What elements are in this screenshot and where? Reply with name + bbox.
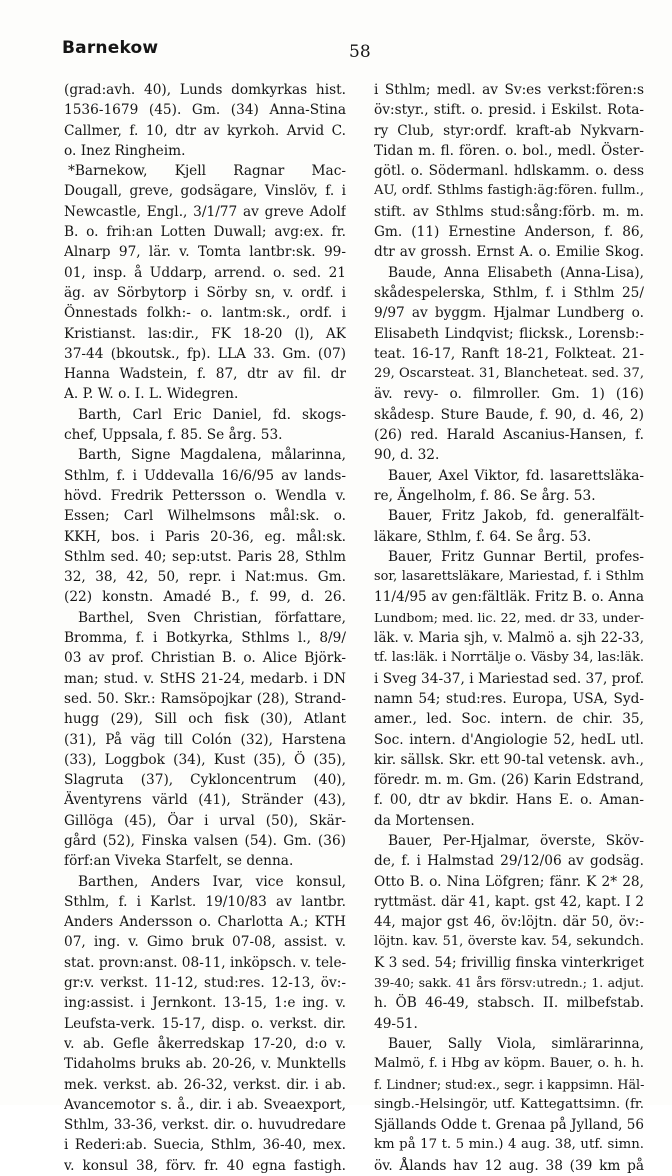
text-line: man; stud. v. StHS 21-24, medarb. i DN [64,670,346,687]
text-line: Avancemotor s. å., dir. i ab. Sveaexport, [64,1096,346,1113]
text-line: Själlands Odde t. Grenaa på Jylland, 56 [374,1117,644,1134]
text-line: Kristianst. las:dir., FK 18-20 (l), AK [64,325,346,342]
text-line: Alnarp 97, lär. v. Tomta lantbr:sk. 99- [64,244,346,261]
text-line: i Rederi:ab. Suecia, Sthlm, 36-40, mex. [64,1137,346,1154]
text-line: Slagruta (37), Cykloncentrum (40), [64,772,346,789]
running-head-name: Barnekow [62,38,159,58]
text-line: chef, Uppsala, f. 85. Se årg. 53. [64,427,283,444]
text-line: 03 av prof. Christian B. o. Alice Björk- [64,650,346,667]
text-line: Äventyrens värld (41), Stränder (43), [64,792,346,809]
text-line: förf:an Viveka Starfelt, se denna. [64,853,294,870]
text-line: Bauer, Fritz Jakob, fd. generalfält- [388,508,644,525]
text-line: läkare, Sthlm, f. 64. Se årg. 53. [374,528,592,545]
text-line: da Mortensen. [374,812,475,829]
text-line: tf. las:läk. i Norrtälje o. Väsby 34, las:läk. [374,650,644,666]
text-line: Anders Andersson o. Charlotta A.; KTH [64,914,346,931]
text-line: singb.-Helsingör, utf. Kattegattsimn. (fr. [374,1096,644,1112]
text-line: re, Ängelholm, f. 86. Se årg. 53. [374,487,596,504]
text-line: skådespelerska, Sthlm, f. i Sthlm 25/ [374,284,644,301]
text-line: *Barnekow, Kjell Ragnar Mac- [68,163,346,180]
text-line: i Sthlm; medl. av Sv:es verkst:fören:s [374,82,644,98]
text-line: Dougall, greve, godsägare, Vinslöv, f. i [64,183,346,200]
text-line: A. P. W. o. I. L. Widegren. [64,386,239,403]
text-line: läk. v. Maria sjh, v. Malmö a. sjh 22-33, [374,630,644,647]
text-line: Malmö, f. i Hbg av köpm. Bauer, o. h. h. [374,1056,644,1072]
text-line: Callmer, f. 10, dtr av kyrkoh. Arvid C. [64,122,346,139]
text-line: Bauer, Fritz Gunnar Bertil, profes- [388,548,644,565]
text-line: Hanna Wadstein, f. 87, dtr av fil. dr [64,366,346,383]
text-line: Bromma, f. i Botkyrka, Sthlms l., 8/9/ [64,630,346,647]
text-line: Elisabeth Lindqvist; flicksk., Lorensb:- [374,325,644,342]
text-line: gård (52), Finska valsen (54). Gm. (36) [64,832,346,849]
text-line: AU, ordf. Sthlms fastigh:äg:fören. fullm., [374,183,644,199]
text-line: öv. Ålands hav 12 aug. 38 (39 km på [374,1157,644,1174]
text-line: (33), Loggbok (34), Kust (35), Ö (35), [64,751,346,768]
text-line: i Sveg 34-37, i Mariestad sed. 37, prof. [374,670,644,687]
text-line: Tidaholms bruks ab. 20-26, v. Munktells [64,1056,346,1073]
text-line: (22) konstn. Amadé B., f. 99, d. 26. [64,589,346,606]
text-line: hugg (29), Sill och fisk (30), Atlant [64,711,346,728]
text-line: Bauer, Axel Viktor, fd. lasarettsläka- [388,467,644,484]
text-line: Sthlm, 33-36, verkst. dir. o. huvudredare [64,1117,346,1134]
running-head [62,38,632,68]
text-line: (26) red. Harald Ascanius-Hansen, f. [374,427,644,444]
right-column [374,80,644,1176]
text-line: 07, ing. v. Gimo bruk 07-08, assist. v. [64,934,346,951]
text-line: Newcastle, Engl., 3/1/77 av greve Adolf [64,203,346,220]
text-line: Otto B. o. Nina Löfgren; fänr. K 2* 28, [374,873,644,890]
text-line: f. Lindner; stud:ex., segr. i kappsimn. Häl- [374,1076,644,1092]
text-line: kir. sällsk. Skr. ett 90-tal vetensk. avh., [374,751,644,768]
text-line: Barth, Signe Magdalena, målarinna, [78,447,346,464]
text-line: gr:v. verkst. 11-12, stud:res. 12-13, öv:- [64,975,346,992]
text-line: 37-44 (bkoutsk., fp). LLA 33. Gm. (07) [64,345,346,362]
text-line: äg. av Sörbytorp i Sörby sn, v. ordf. i [64,284,346,301]
text-line: Tidan m. fl. fören. o. bol., medl. Öster- [374,142,644,159]
text-line: löjtn. kav. 51, överste kav. 54, sekundch. [374,934,644,950]
text-line: B. o. frih:an Lotten Duwall; avg:ex. fr. [64,224,346,241]
text-line: o. Inez Ringheim. [64,142,186,159]
text-line: 9/97 av byggm. Hjalmar Lundberg o. [374,305,644,322]
text-line: (31), På väg till Colón (32), Harstena [64,731,346,748]
text-line: Barthen, Anders Ivar, vice konsul, [78,873,346,890]
text-line: 90, d. 32. [374,447,440,464]
text-line: Baude, Anna Elisabeth (Anna-Lisa), [388,264,644,281]
text-line: stift. av Sthlms stud:sång:förb. m. m. [374,203,644,220]
text-line: götl. o. Södermanl. hdlskamm. o. dess [374,163,644,180]
text-line: km på 17 t. 5 min.) 4 aug. 38, utf. simn. [374,1137,644,1153]
text-line: namn 54; stud:res. Europa, USA, Syd- [374,690,644,707]
text-line: 11/4/95 av gen:fältläk. Fritz B. o. Anna [374,589,644,606]
text-line: Önnestads folkh:- o. lantm:sk., ordf. i [64,305,346,322]
text-line: Sthlm sed. 40; sep:utst. Paris 28, Sthlm [64,548,346,565]
text-line: teat. 16-17, Ranft 18-21, Folkteat. 21- [374,345,644,362]
text-line: Gm. (11) Ernestine Anderson, f. 86, [374,224,644,241]
text-line: dtr av grossh. Ernst A. o. Emilie Skog. [374,244,644,261]
text-line: 01, insp. å Uddarp, arrend. o. sed. 21 [64,264,346,281]
text-line: 49-51. [374,1015,418,1032]
left-column [64,80,346,1176]
text-line: sor, lasarettsläkare, Mariestad, f. i Sthlm [374,569,644,585]
text-line: 32, 38, 42, 50, repr. i Nat:mus. Gm. [64,569,346,586]
text-line: Leufsta-verk. 15-17, disp. o. verkst. dir. [64,1015,346,1032]
text-line: 29, Oscarsteat. 31, Blancheteat. sed. 37, [374,366,644,382]
text-line: Bauer, Per-Hjalmar, överste, Sköv- [388,832,644,849]
text-line: Barthel, Sven Christian, författare, [78,609,346,626]
text-line: föredr. m. m. Gm. (26) Karin Edstrand, [374,772,644,789]
text-line: 44, major gst 46, öv:löjtn. där 50, öv:- [374,914,644,931]
text-line: skådesp. Sture Baude, f. 90, d. 46, 2) [374,406,644,423]
text-line: äv. revy- o. filmroller. Gm. 1) (16) [374,386,644,403]
text-line: ing:assist. i Jernkont. 13-15, 1:e ing. v. [64,995,346,1012]
text-line: Soc. intern. d'Angiologie 52, hedL utl. [374,731,644,748]
text-line: 39-40; sakk. 41 års försv:utredn.; 1. adjut. [374,975,644,991]
text-line: v. ab. Gefle åkerredskap 17-20, d:o v. [64,1035,346,1052]
text-line: Lundbom; med. lic. 22, med. dr 33, under- [374,609,644,625]
text-line: KKH, bos. i Paris 20-36, eg. mål:sk. [64,528,346,545]
text-line: Essen; Carl Wilhelmsons mål:sk. o. [64,508,346,525]
text-line: 1536-1679 (45). Gm. (34) Anna-Stina [64,102,346,119]
page-number: 58 [349,42,371,62]
text-line: sed. 50. Skr.: Ramsöpojkar (28), Strand- [64,690,346,707]
text-line: Gillöga (45), Öar i urval (50), Skär- [64,812,346,829]
text-line: Barth, Carl Eric Daniel, fd. skogs- [78,406,346,423]
text-line: öv:styr., stift. o. presid. i Eskilst. Rota- [374,102,644,119]
text-line: v. konsul 38, förv. fr. 40 egna fastigh. [64,1157,346,1174]
text-line: de, f. i Halmstad 29/12/06 av godsäg. [374,853,644,870]
text-line: Sthlm, f. i Karlst. 19/10/83 av lantbr. [64,893,346,910]
text-line: f. 00, dtr av bkdir. Hans E. o. Aman- [374,792,644,809]
text-line: h. ÖB 46-49, stabsch. II. milbefstab. [374,995,644,1012]
text-line: K 3 sed. 54; frivillig finska vinterkriget [374,954,644,971]
text-line: Bauer, Sally Viola, simlärarinna, [388,1035,644,1052]
text-line: ry Club, styr:ordf. kraft-ab Nykvarn- [374,122,644,139]
text-line: (grad:avh. 40), Lunds domkyrkas hist. [64,82,346,98]
text-line: Sthlm, f. i Uddevalla 16/6/95 av lands- [64,467,346,484]
text-line: amer., led. Soc. intern. de chir. 35, [374,711,644,728]
text-line: stat. provn:anst. 08-11, inköpsch. v. tele- [64,954,346,971]
text-line: hövd. Fredrik Pettersson o. Wendla v. [64,487,346,504]
text-line: mek. verkst. ab. 26-32, verkst. dir. i ab. [64,1076,346,1093]
text-line: ryttmäst. där 41, kapt. gst 42, kapt. I 2 [374,893,644,910]
